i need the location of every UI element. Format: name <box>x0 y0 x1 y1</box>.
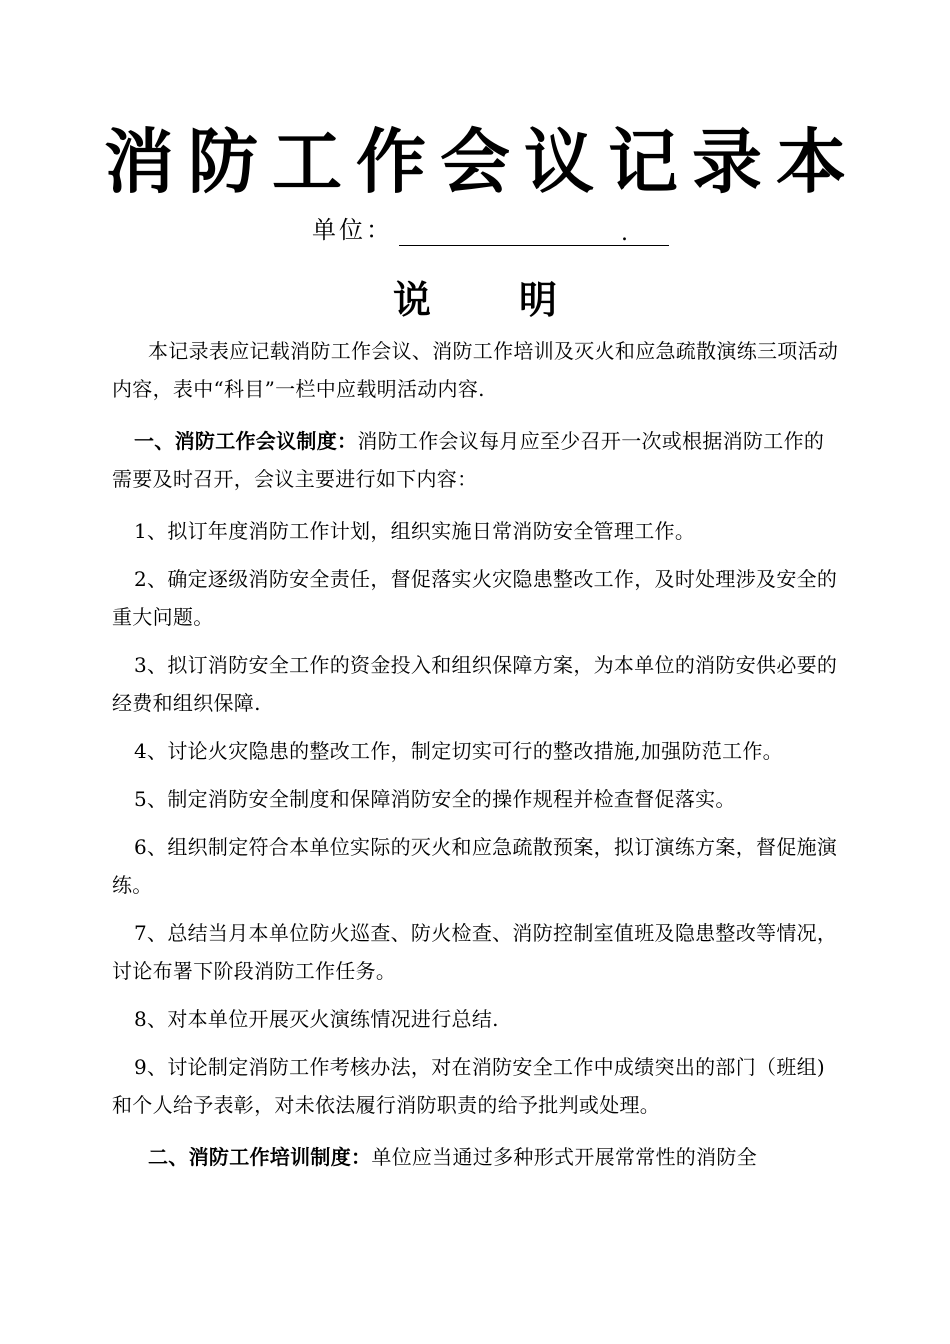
unit-field-row <box>312 210 669 250</box>
section1-text: 消防工作会议每月应至少召开一次或根据消防工作的需要及时召开，会议主要进行如下内容： <box>112 429 825 491</box>
list-item: 2、确定逐级消防安全责任，督促落实火灾隐患整改工作，及时处理涉及安全的重大问题。 <box>112 567 838 629</box>
list-item: 8、对本单位开展灭火演练情况进行总结. <box>134 1007 499 1031</box>
unit-blank-line <box>399 215 669 246</box>
section2-label: 二、消防工作培训制度： <box>148 1145 372 1169</box>
list-item: 9、讨论制定消防工作考核办法，对在消防安全工作中成绩突出的部门（班组)和个人给予表彰，对未依法履行消防职责的给予批判或处理。 <box>112 1055 826 1117</box>
section2-paragraph <box>112 1138 844 1176</box>
heading-char-1: 说 <box>392 277 431 322</box>
list-item: 3、拟订消防安全工作的资金投入和组织保障方案，为本单位的消防安供必要的经费和组织保障. <box>112 653 838 715</box>
unit-label: 单位： <box>312 216 393 244</box>
list-item: 6、组织制定符合本单位实际的灭火和应急疏散预案，拟订演练方案，督促施演练。 <box>112 835 838 897</box>
intro-paragraph: 本记录表应记载消防工作会议、消防工作培训及灭火和应急疏散演练三项活动内容，表中“科目”一栏中应载明活动内容. <box>112 339 839 401</box>
section1-paragraph <box>112 422 844 498</box>
list-item: 5、制定消防安全制度和保障消防安全的操作规程并检查督促落实。 <box>134 787 736 811</box>
section2-text: 单位应当通过多种形式开展常常性的消防全 <box>371 1145 758 1169</box>
list-item: 4、讨论火灾隐患的整改工作，制定切实可行的整改措施,加强防范工作。 <box>134 739 783 763</box>
unit-blank-dot: . <box>621 221 631 246</box>
heading-char-2: 明 <box>519 277 558 322</box>
list-item: 1、拟订年度消防工作计划，组织实施日常消防安全管理工作。 <box>134 519 696 543</box>
section1-label: 一、消防工作会议制度： <box>134 429 358 453</box>
document-body <box>112 332 844 1186</box>
section-heading <box>0 270 950 330</box>
document-title: 消防工作会议记录本 <box>104 120 860 203</box>
list-item: 7、总结当月本单位防火巡查、防火检查、消防控制室值班及隐患整改等情况，讨论布署下阶段消防工作任务。 <box>112 921 838 983</box>
